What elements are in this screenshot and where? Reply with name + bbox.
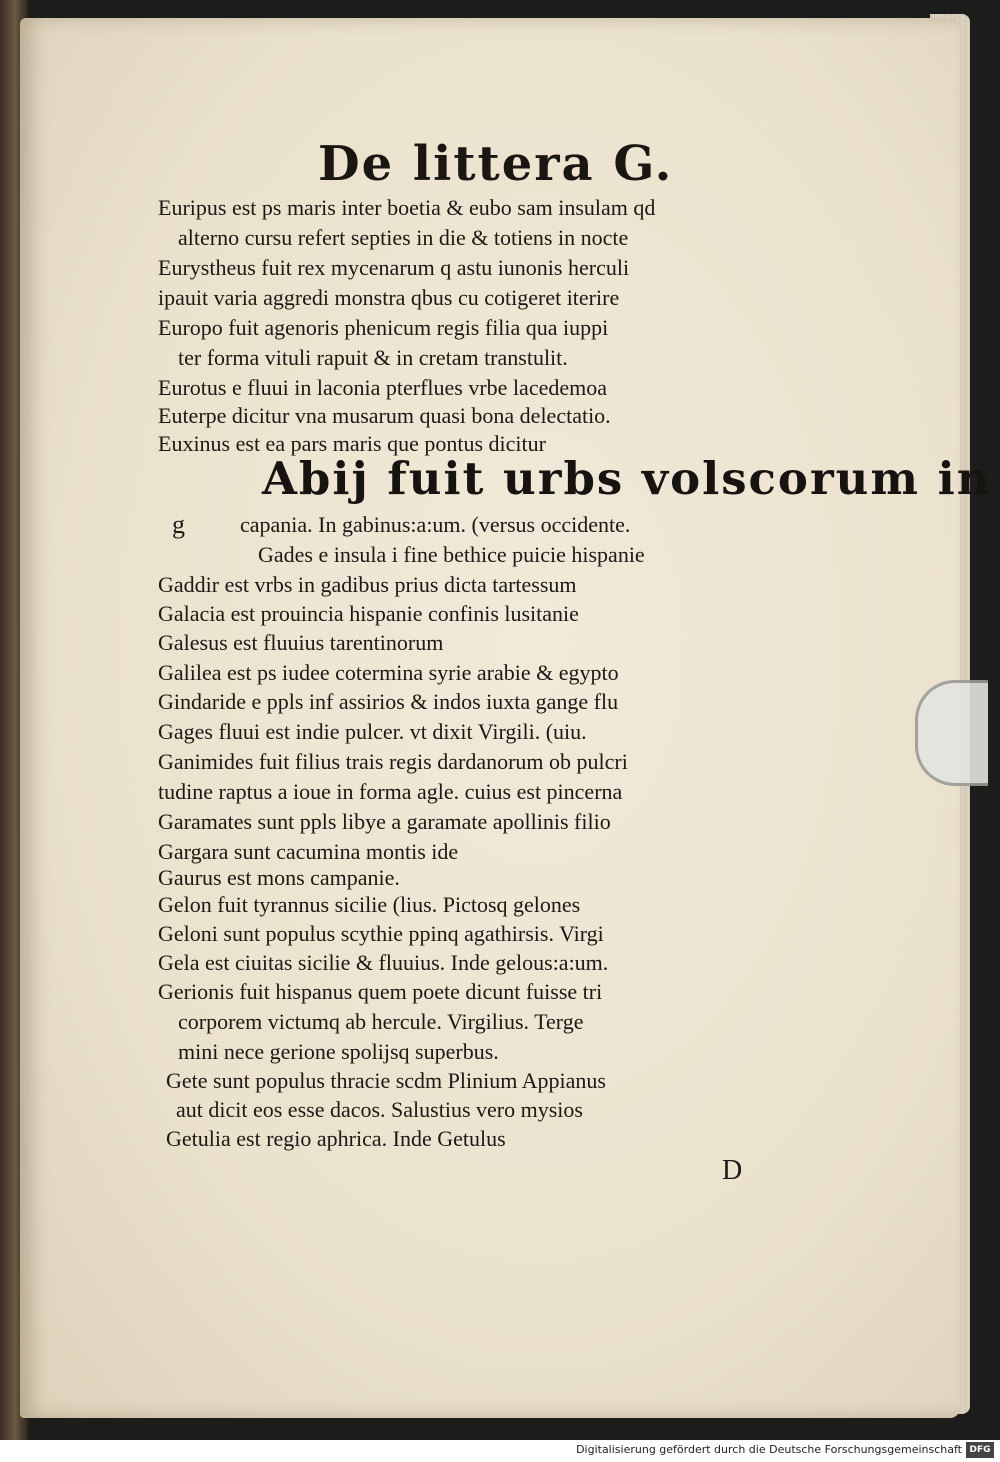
text-line: Euripus est ps maris inter boetia & eubo sam insulam qd	[158, 195, 656, 220]
text-line: Gaddir est vrbs in gadibus prius dicta tartessum	[158, 572, 577, 597]
text-line: capania. In gabinus:a:um. (versus occidente.	[240, 512, 631, 537]
text-line: Getulia est regio aphrica. Inde Getulus	[166, 1126, 506, 1151]
text-line: aut dicit eos esse dacos. Salustius vero mysios	[176, 1097, 583, 1122]
text-line: Gargara sunt cacumina montis ide	[158, 839, 459, 864]
text-line: Galacia est prouincia hispanie confinis lusitanie	[158, 601, 579, 626]
dfg-logo-icon: DFG	[966, 1442, 994, 1458]
initial-letter: g	[172, 510, 185, 539]
large-heading: Abij fuit urbs volscorum in	[262, 452, 992, 505]
signature-mark: D	[722, 1155, 743, 1186]
text-line: ipauit varia aggredi monstra qbus cu cotigeret iterire	[158, 285, 620, 310]
text-line: corporem victumq ab hercule. Virgilius. Terge	[178, 1009, 584, 1034]
text-line: ter forma vituli rapuit & in cretam transtulit.	[178, 345, 568, 370]
text-line: Gindaride e ppls inf assirios & indos iuxta gange flu	[158, 689, 619, 714]
text-line: Gela est ciuitas sicilie & fluuius. Inde gelous:a:um.	[158, 950, 609, 975]
page-clip	[915, 680, 988, 786]
text-line: mini nece gerione spolijsq superbus.	[178, 1039, 499, 1064]
text-line: Gete sunt populus thracie scdm Plinium Appianus	[166, 1068, 606, 1093]
text-line: Garamates sunt ppls libye a garamate apollinis filio	[158, 809, 611, 834]
text-line: tudine raptus a ioue in forma agle. cuius est pincerna	[158, 779, 623, 804]
text-line: Euxinus est ea pars maris que pontus dicitur	[158, 431, 546, 456]
text-line: Gages fluui est indie pulcer. vt dixit Virgili. (uiu.	[158, 719, 587, 744]
text-line: Galesus est fluuius tarentinorum	[158, 630, 444, 655]
text-line: Eurotus e fluui in laconia pterflues vrbe lacedemoa	[158, 375, 607, 400]
text-line: Ganimides fuit filius trais regis dardanorum ob pulcri	[158, 749, 628, 774]
section-heading: De littera G.	[318, 136, 674, 192]
funding-credit: Digitalisierung gefördert durch die Deutsche Forschungsgemeinschaft	[576, 1443, 962, 1456]
text-line: Euterpe dicitur vna musarum quasi bona delectatio.	[158, 403, 611, 428]
text-line: alterno cursu refert septies in die & totiens in nocte	[178, 225, 629, 250]
text-line: Gaurus est mons campanie.	[158, 865, 400, 890]
text-line: Galilea est ps iudee cotermina syrie arabie & egypto	[158, 660, 619, 685]
text-line: Gelon fuit tyrannus sicilie (lius. Pictosq gelones	[158, 892, 581, 917]
text-line: Eurystheus fuit rex mycenarum q astu iunonis herculi	[158, 255, 630, 280]
text-line: Gerionis fuit hispanus quem poete dicunt fuisse tri	[158, 979, 603, 1004]
text-line: Europo fuit agenoris phenicum regis filia qua iuppi	[158, 315, 609, 340]
footer-bar	[0, 1440, 1000, 1462]
text-line: Gades e insula i fine bethice puicie hispanie	[258, 542, 645, 567]
text-line: Geloni sunt populus scythie ppinq agathirsis. Virgi	[158, 921, 604, 946]
